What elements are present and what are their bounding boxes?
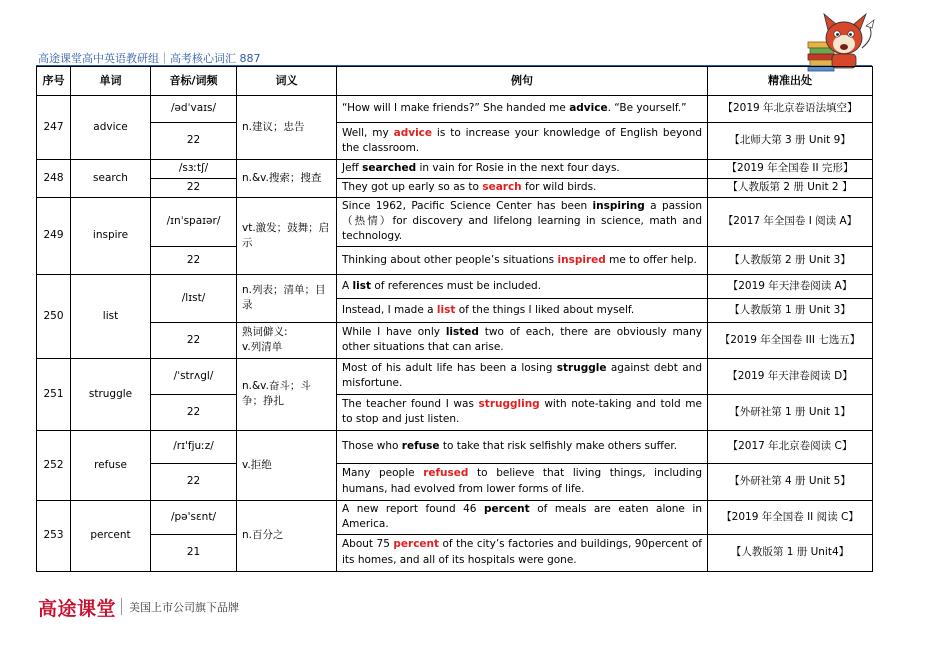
entry-phonetic: /pə'sɛnt/	[151, 500, 237, 534]
vocabulary-table	[36, 66, 873, 572]
table-row	[37, 463, 873, 500]
example-sentence: They got up early so as to search for wild birds.	[337, 179, 708, 198]
entry-word: refuse	[71, 430, 151, 500]
entry-frequency: 22	[151, 246, 237, 274]
entry-frequency: 22	[151, 179, 237, 198]
table-row	[37, 394, 873, 430]
entry-word: list	[71, 274, 151, 358]
entry-phonetic: /lɪst/	[151, 274, 237, 322]
table-row	[37, 322, 873, 358]
example-sentence: The teacher found I was struggling with note-taking and told me to stop and just listen.	[337, 394, 708, 430]
entry-word: search	[71, 160, 151, 198]
brand-tagline: 美国上市公司旗下品牌	[129, 601, 239, 614]
example-sentence: Those who refuse to take that risk selfishly make others suffer.	[337, 430, 708, 463]
example-source: 【2019 年全国卷 III 七选五】	[708, 322, 873, 358]
entry-number: 252	[37, 430, 71, 500]
column-header-word: 单词	[71, 67, 151, 96]
entry-frequency: 22	[151, 322, 237, 358]
example-source: 【人教版第 1 册 Unit 3】	[708, 298, 873, 322]
table-row	[37, 500, 873, 534]
example-source: 【2019 年全国卷 II 阅读 C】	[708, 500, 873, 534]
column-header-source: 精准出处	[708, 67, 873, 96]
table-row	[37, 96, 873, 123]
example-sentence: Most of his adult life has been a losing struggle against debt and misfortune.	[337, 358, 708, 394]
column-header-meaning: 词义	[237, 67, 337, 96]
example-source: 【人教版第 2 册 Unit 2 】	[708, 179, 873, 198]
example-sentence: Many people refused to believe that living things, including humans, had evolved from lower forms of life.	[337, 463, 708, 500]
entry-phonetic: /ədˈvaɪs/	[151, 96, 237, 123]
example-source: 【外研社第 1 册 Unit 1】	[708, 394, 873, 430]
example-source: 【北师大第 3 册 Unit 9】	[708, 123, 873, 160]
entry-frequency: 22	[151, 394, 237, 430]
entry-word: percent	[71, 500, 151, 571]
example-source: 【2017 年北京卷阅读 C】	[708, 430, 873, 463]
example-sentence: While I have only listed two of each, there are obviously many other situations that can arise.	[337, 322, 708, 358]
column-header-phonetic-frequency: 音标/词频	[151, 67, 237, 96]
entry-meaning: n.&v.搜索；搜查	[237, 160, 337, 198]
entry-meaning: n.&v.奋斗；斗争；挣扎	[237, 358, 337, 430]
example-sentence: Well, my advice is to increase your knowledge of English beyond the classroom.	[337, 123, 708, 160]
entry-number: 247	[37, 96, 71, 160]
table-row	[37, 358, 873, 394]
example-sentence: A list of references must be included.	[337, 274, 708, 298]
table-row	[37, 123, 873, 160]
entry-frequency: 22	[151, 463, 237, 500]
example-sentence: Since 1962, Pacific Science Center has been inspiring a passion（热情）for discovery and lifelong learning in science, math and technology.	[337, 198, 708, 247]
entry-phonetic: /rɪ'fjuːz/	[151, 430, 237, 463]
table-row	[37, 179, 873, 198]
entry-number: 248	[37, 160, 71, 198]
entry-frequency: 22	[151, 123, 237, 160]
entry-meaning: vt.激发；鼓舞；启示	[237, 198, 337, 275]
entry-number: 253	[37, 500, 71, 571]
entry-word: advice	[71, 96, 151, 160]
page-header-title: 高途课堂高中英语教研组｜高考核心词汇 887	[38, 52, 261, 65]
example-source: 【2019 年全国卷 II 完形】	[708, 160, 873, 179]
entry-phonetic: /ɪnˈspaɪər/	[151, 198, 237, 247]
entry-number: 250	[37, 274, 71, 358]
example-source: 【2019 年天津卷阅读 A】	[708, 274, 873, 298]
example-source: 【人教版第 1 册 Unit4】	[708, 534, 873, 571]
table-row	[37, 198, 873, 247]
example-sentence: Thinking about other people’s situations inspired me to offer help.	[337, 246, 708, 274]
entry-rare-meaning: 熟词僻义: v.列清单	[237, 322, 337, 358]
entry-frequency: 21	[151, 534, 237, 571]
entry-phonetic: /sɜːtʃ/	[151, 160, 237, 179]
entry-meaning: n.百分之	[237, 500, 337, 571]
footer-divider	[121, 598, 122, 615]
example-source: 【2019 年北京卷语法填空】	[708, 96, 873, 123]
brand-logo: 高途课堂	[38, 598, 117, 620]
entry-word: inspire	[71, 198, 151, 275]
column-header-example: 例句	[337, 67, 708, 96]
entry-word: struggle	[71, 358, 151, 430]
example-source: 【2017 年全国卷 I 阅读 A】	[708, 198, 873, 247]
example-sentence: “How will I make friends?” She handed me advice. “Be yourself.”	[337, 96, 708, 123]
example-source: 【2019 年天津卷阅读 D】	[708, 358, 873, 394]
table-row	[37, 160, 873, 179]
entry-meaning: v.拒绝	[237, 430, 337, 500]
entry-number: 251	[37, 358, 71, 430]
example-sentence: Instead, I made a list of the things I liked about myself.	[337, 298, 708, 322]
table-row	[37, 274, 873, 298]
table-row	[37, 534, 873, 571]
table-header-row	[37, 67, 873, 96]
example-sentence: Jeff searched in vain for Rosie in the next four days.	[337, 160, 708, 179]
entry-number: 249	[37, 198, 71, 275]
mascot-illustration	[800, 8, 880, 72]
example-source: 【人教版第 2 册 Unit 3】	[708, 246, 873, 274]
example-source: 【外研社第 4 册 Unit 5】	[708, 463, 873, 500]
example-sentence: A new report found 46 percent of meals are eaten alone in America.	[337, 500, 708, 534]
table-row	[37, 430, 873, 463]
table-row	[37, 246, 873, 274]
column-header-number: 序号	[37, 67, 71, 96]
example-sentence: About 75 percent of the city’s factories and buildings, 90percent of its homes, and all of its hospitals were gone.	[337, 534, 708, 571]
entry-phonetic: /ˈstrʌgl/	[151, 358, 237, 394]
entry-meaning: n.列表；清单；目录	[237, 274, 337, 322]
entry-meaning: n.建议；忠告	[237, 96, 337, 160]
